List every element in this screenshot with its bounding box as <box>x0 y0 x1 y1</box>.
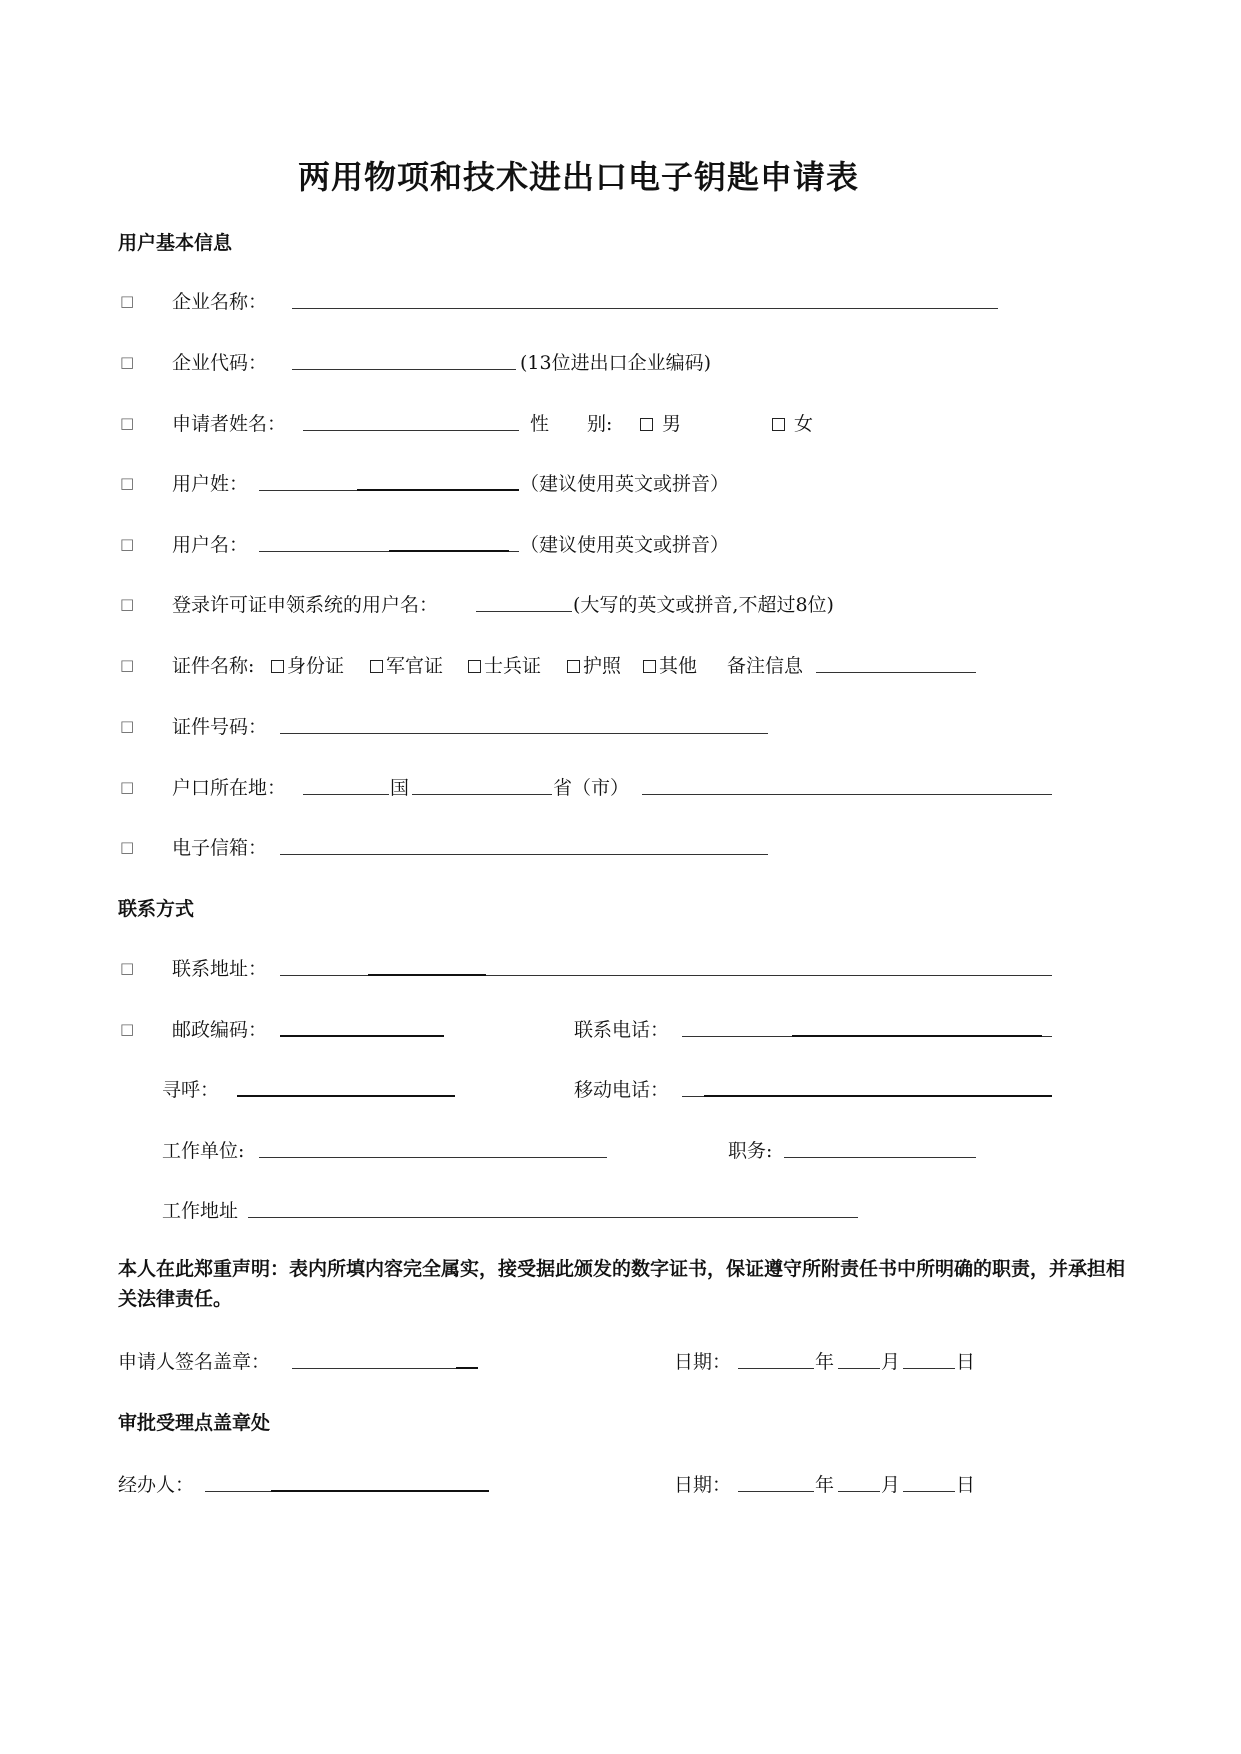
applicant-date-year-field[interactable] <box>738 1368 814 1369</box>
company-code-field[interactable] <box>292 369 516 370</box>
company-code-label: 企业代码： <box>172 352 268 374</box>
postcode-field[interactable] <box>280 1035 444 1037</box>
bullet-icon: □ <box>120 595 135 613</box>
bullet-icon: □ <box>120 353 135 371</box>
applicant-name-field[interactable] <box>303 430 519 431</box>
gender-label: 性 别: <box>530 413 613 435</box>
email-field[interactable] <box>280 854 768 855</box>
phone-field-tail <box>1042 1036 1052 1037</box>
contact-address-field[interactable] <box>280 975 368 976</box>
position-field[interactable] <box>784 1157 976 1158</box>
handler-date-month-label: 月 <box>881 1474 901 1496</box>
contact-address-field-tail <box>486 975 1052 976</box>
household-label: 户口所在地： <box>172 777 287 799</box>
work-address-label: 工作地址 <box>162 1200 239 1222</box>
bullet-icon: □ <box>120 778 135 796</box>
applicant-signature-field[interactable] <box>292 1368 456 1369</box>
bullet-icon: □ <box>120 717 135 735</box>
declaration-statement: 本人在此郑重声明：表内所填内容完全属实，接受据此颁发的数字证书，保证遵守所附责任书中所明确的职责，并承担相关法律责任。 <box>118 1258 1126 1310</box>
bullet-icon: □ <box>120 838 135 856</box>
surname-hint: （建议使用英文或拼音） <box>520 473 730 495</box>
id-type-officer-label: 军官证 <box>386 655 444 677</box>
phone-label: 联系电话： <box>574 1019 670 1041</box>
handler-field[interactable] <box>205 1491 271 1492</box>
given-name-field[interactable] <box>259 551 389 552</box>
gender-male-label: 男 <box>662 413 682 435</box>
remark-field[interactable] <box>816 672 976 673</box>
position-label: 职务: <box>728 1140 773 1162</box>
id-type-soldier-label: 士兵证 <box>484 655 542 677</box>
handler-label: 经办人： <box>118 1474 195 1496</box>
applicant-date-month-field[interactable] <box>838 1368 880 1369</box>
mobile-field[interactable] <box>704 1095 1052 1097</box>
checkbox-icon[interactable] <box>271 660 284 673</box>
email-label: 电子信箱： <box>172 837 268 859</box>
id-type-other-label: 其他 <box>659 655 698 677</box>
id-type-label: 证件名称: <box>172 655 255 677</box>
applicant-signature-label: 申请人签名盖章： <box>118 1351 271 1373</box>
id-type-soldier-option[interactable] <box>468 651 541 678</box>
id-type-idcard-option[interactable] <box>271 651 344 678</box>
phone-field-underline <box>792 1035 1042 1037</box>
id-type-passport-option[interactable] <box>567 651 621 678</box>
checkbox-icon[interactable] <box>370 660 383 673</box>
handler-date-year-label: 年 <box>815 1474 835 1496</box>
surname-field[interactable] <box>259 490 357 491</box>
section-contact: 联系方式 <box>118 898 195 920</box>
contact-address-underline <box>368 974 486 976</box>
login-username-label: 登录许可证申领系统的用户名： <box>172 594 439 616</box>
login-username-hint: (大写的英文或拼音,不超过8位) <box>573 594 834 616</box>
work-unit-label: 工作单位: <box>162 1140 245 1162</box>
handler-date-day-field[interactable] <box>903 1491 955 1492</box>
handler-date-year-field[interactable] <box>738 1491 814 1492</box>
company-name-label: 企业名称： <box>172 291 268 313</box>
id-type-other-option[interactable] <box>643 651 697 678</box>
applicant-date-label: 日期： <box>674 1351 732 1373</box>
bullet-icon: □ <box>120 292 135 310</box>
id-type-officer-option[interactable] <box>370 651 443 678</box>
surname-label: 用户姓： <box>172 473 249 495</box>
applicant-name-label: 申请者姓名： <box>172 413 287 435</box>
login-username-field[interactable] <box>476 611 572 612</box>
household-province-field[interactable] <box>412 794 552 795</box>
page-title: 两用物项和技术进出口电子钥匙申请表 <box>298 158 860 196</box>
checkbox-icon[interactable] <box>643 660 656 673</box>
bullet-icon: □ <box>120 1020 135 1038</box>
household-province-label: 省（市） <box>553 777 630 799</box>
phone-field[interactable] <box>682 1036 792 1037</box>
bullet-icon: □ <box>120 656 135 674</box>
applicant-date-day-label: 日 <box>956 1351 976 1373</box>
checkbox-icon[interactable] <box>567 660 580 673</box>
gender-female-label: 女 <box>794 413 814 435</box>
mobile-field-lead <box>682 1096 704 1097</box>
mobile-label: 移动电话： <box>574 1079 670 1101</box>
postcode-label: 邮政编码： <box>172 1019 268 1041</box>
id-type-passport-label: 护照 <box>583 655 622 677</box>
gender-female-option[interactable] <box>772 409 813 436</box>
pager-field[interactable] <box>237 1095 455 1097</box>
pager-label: 寻呼： <box>162 1079 220 1101</box>
work-unit-field[interactable] <box>259 1157 607 1158</box>
surname-field-underline <box>357 489 519 491</box>
company-code-hint: (13位进出口企业编码) <box>520 352 712 374</box>
given-name-field-underline <box>389 550 509 552</box>
handler-date-month-field[interactable] <box>838 1491 880 1492</box>
bullet-icon: □ <box>120 959 135 977</box>
company-name-field[interactable] <box>292 308 998 309</box>
given-name-hint: （建议使用英文或拼音） <box>520 534 730 556</box>
applicant-signature-underline <box>456 1367 478 1369</box>
work-address-field[interactable] <box>248 1217 858 1218</box>
given-name-field-tail <box>509 551 519 552</box>
household-detail-field[interactable] <box>642 794 1052 795</box>
handler-field-underline <box>271 1490 489 1492</box>
handler-date-label: 日期： <box>674 1474 732 1496</box>
bullet-icon: □ <box>120 414 135 432</box>
id-number-field[interactable] <box>280 733 768 734</box>
applicant-date-month-label: 月 <box>881 1351 901 1373</box>
id-number-label: 证件号码： <box>172 716 268 738</box>
applicant-date-day-field[interactable] <box>903 1368 955 1369</box>
checkbox-icon[interactable] <box>468 660 481 673</box>
section-approval: 审批受理点盖章处 <box>118 1412 271 1434</box>
bullet-icon: □ <box>120 474 135 492</box>
checkbox-icon[interactable] <box>772 418 785 431</box>
given-name-label: 用户名： <box>172 534 249 556</box>
handler-date-day-label: 日 <box>956 1474 976 1496</box>
household-country-label: 国 <box>390 777 410 799</box>
household-country-field[interactable] <box>303 794 389 795</box>
gender-male-option[interactable] <box>640 409 681 436</box>
contact-address-label: 联系地址： <box>172 958 268 980</box>
section-basic-info: 用户基本信息 <box>118 232 233 254</box>
id-type-idcard-label: 身份证 <box>287 655 345 677</box>
applicant-date-year-label: 年 <box>815 1351 835 1373</box>
remark-label: 备注信息 <box>727 655 804 677</box>
bullet-icon: □ <box>120 535 135 553</box>
checkbox-icon[interactable] <box>640 418 653 431</box>
